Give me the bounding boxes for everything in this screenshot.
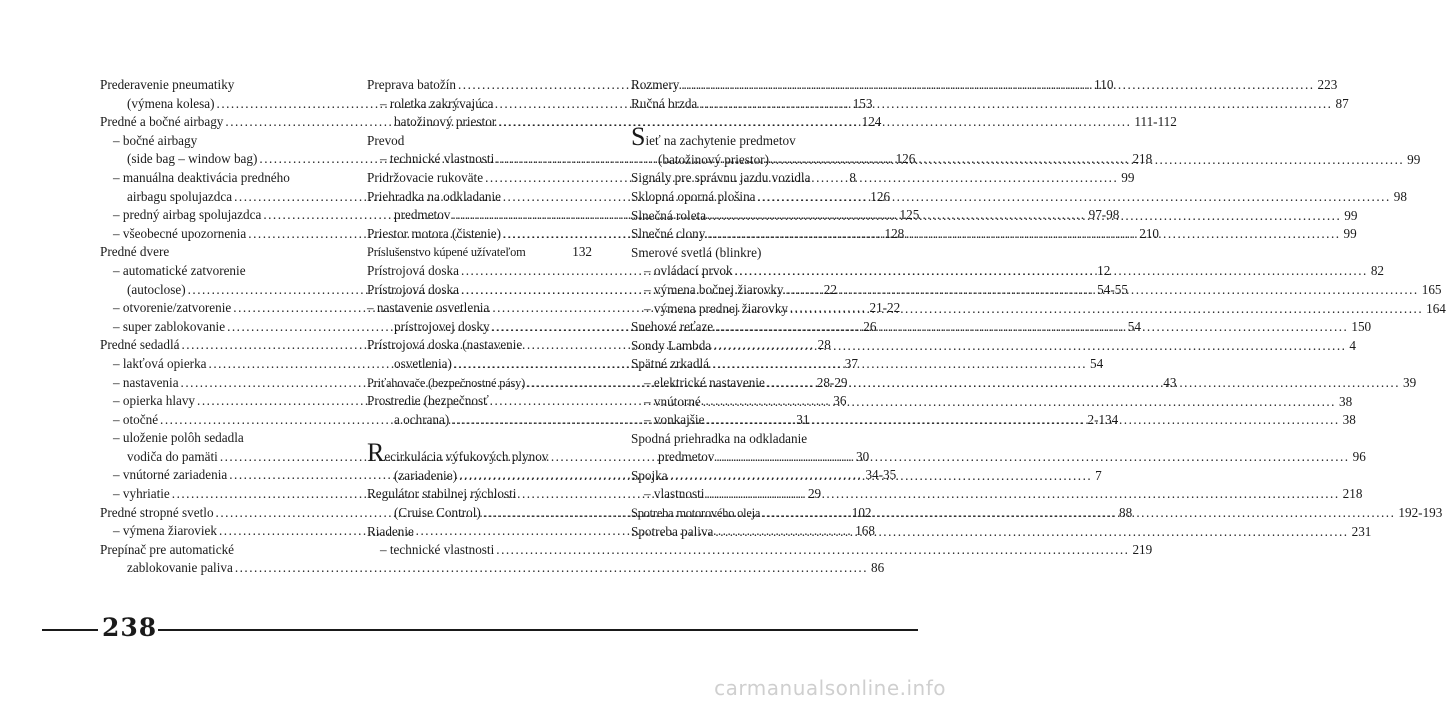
entry-text: Prostredie (bezpečnosť	[367, 393, 489, 409]
page-ref: 125	[899, 207, 920, 223]
entry-text: (Cruise Control)	[394, 505, 481, 521]
entry-text	[367, 438, 549, 468]
entry-text: Prístrojová doska (nastavenie	[367, 337, 523, 353]
index-entry	[367, 188, 592, 207]
page-ref: 82	[1370, 263, 1384, 279]
entry-text: Prístrojová doska	[367, 281, 459, 297]
entry-text: – otočné	[113, 411, 159, 427]
dot-leader	[735, 262, 1368, 281]
dot-leader	[716, 448, 1349, 467]
entry-text: Priestor motora (čistenie)	[367, 225, 502, 241]
entry-text: Preprava batožín	[367, 77, 456, 92]
page-ref: 98	[1393, 188, 1407, 204]
page-ref: 37	[844, 355, 858, 371]
entry-text: – technické vlastnosti	[380, 542, 495, 558]
entry-text: Spojka	[631, 467, 668, 483]
index-entry	[367, 336, 592, 355]
entry-text: (výmena kolesa)	[127, 95, 215, 111]
entry-text: (batožinový priestor)	[658, 151, 769, 167]
page-ref: 54-55	[1097, 281, 1128, 297]
dot-leader	[758, 188, 1391, 207]
entry-text: – manuálna deaktivácia predného	[113, 169, 290, 185]
entry-text: Regulátor stabilnej rýchlosti	[367, 486, 517, 502]
index-entry	[631, 244, 856, 263]
dot-leader	[708, 207, 1341, 226]
page-ref: 111-112	[1134, 114, 1177, 130]
page-ref: 210	[1139, 225, 1160, 241]
page-ref: 88	[1119, 505, 1133, 521]
entry-text: Slnečné clony	[631, 226, 706, 242]
entry-text: Signály pre správnu jazdu vozidla	[631, 170, 811, 186]
entry-text: – predný airbag spolujazdca	[113, 207, 262, 223]
page-ref: 34-35	[865, 467, 897, 483]
page-ref: 38	[1338, 393, 1353, 409]
index-entry	[367, 243, 592, 262]
entry-text: – vonkajšie	[644, 412, 705, 428]
entry-text: Predné dvere	[100, 244, 170, 260]
section-heading-rest: ecirkulácia výfukových plynov	[384, 449, 549, 465]
entry-text: – nastavenia	[113, 374, 179, 390]
entry-text: Prístrojová doska	[367, 262, 459, 278]
entry-text: airbagu spolujazdca	[127, 188, 233, 204]
entry-text: zablokovanie paliva	[127, 560, 233, 576]
entry-text: – vlastnosti	[644, 486, 705, 502]
page-ref: 218	[1342, 486, 1363, 502]
page-ref: 126	[870, 188, 891, 204]
index-entry	[100, 559, 885, 578]
page-ref: 132	[572, 244, 592, 260]
dot-leader	[790, 300, 1423, 319]
entry-text: Slnečná roleta	[631, 207, 707, 223]
entry-text: batožinový priestor	[394, 114, 497, 130]
entry-text: (autoclose)	[127, 281, 186, 297]
entry-text: – vnútorné	[644, 393, 701, 409]
entry-text: – výmena bočnej žiarovky	[644, 281, 784, 297]
section-heading-entry	[631, 122, 856, 152]
entry-text: – technické vlastnosti	[380, 151, 495, 167]
index-entry	[100, 169, 327, 188]
entry-text: Spätné zrkadlá	[631, 356, 709, 372]
page-ref: 99	[1121, 169, 1135, 185]
entry-text: (zariadenie)	[394, 467, 457, 483]
page-ref: 99	[1343, 226, 1357, 242]
entry-text: – roletka zakrývajúca	[380, 95, 494, 111]
index-entry	[100, 132, 327, 151]
page-ref: 192-193	[1398, 505, 1443, 521]
page-ref: 4	[1349, 337, 1356, 353]
page-ref: 39	[1403, 374, 1417, 390]
index-entry	[631, 467, 856, 486]
page-ref: 168	[855, 523, 875, 539]
entry-text: – automatické zatvorenie	[113, 262, 246, 278]
dot-leader	[762, 504, 1395, 523]
index-entry	[631, 169, 856, 188]
dot-leader	[786, 281, 1419, 300]
index-entry	[367, 132, 592, 151]
entry-text: – bočné airbagy	[113, 132, 198, 148]
entry-text: – otvorenie/zatvorenie	[113, 300, 232, 316]
page-ref: 7	[1095, 467, 1102, 483]
index-entry	[367, 392, 592, 411]
entry-text: Snehové reťaze	[631, 319, 714, 335]
page-ref: 126	[895, 151, 916, 167]
dot-leader	[707, 225, 1340, 244]
page-ref: 28	[817, 337, 831, 353]
page-ref: 219	[1132, 542, 1153, 558]
page-ref: 165	[1421, 281, 1442, 297]
index-entry	[631, 337, 1356, 356]
index-entry	[367, 299, 592, 318]
dot-leader	[715, 523, 1348, 542]
entry-text: vodiča do pamäti	[127, 448, 218, 464]
dot-leader	[681, 76, 1314, 95]
entry-text: Prepínač pre automatické	[100, 541, 235, 557]
page-ref: 153	[852, 95, 873, 111]
dot-leader	[706, 411, 1339, 430]
page-ref: 29	[807, 486, 822, 502]
entry-text: Predné a bočné airbagy	[100, 114, 224, 130]
page-ref: 150	[1351, 319, 1372, 335]
page-ref: 36	[833, 393, 847, 409]
entry-text: – uloženie polôh sedadla	[113, 430, 244, 446]
entry-text: Priehradka na odkladanie	[367, 188, 502, 204]
page-ref: 31	[796, 411, 810, 427]
page-ref: 164	[1426, 300, 1446, 316]
entry-text: prístrojovej dosky	[394, 318, 490, 334]
entry-text: a ochrana)	[394, 411, 450, 427]
page-ref: 30	[856, 448, 870, 464]
entry-text	[631, 122, 796, 152]
dot-leader	[713, 337, 1346, 356]
entry-text: – vyhriatie	[113, 486, 170, 502]
index-entry	[367, 541, 1153, 560]
dot-leader	[706, 485, 1339, 504]
page-ref: 99	[1344, 207, 1358, 223]
index-entry	[631, 355, 856, 374]
footer-rule-left	[42, 629, 98, 631]
page-ref: 12	[1097, 262, 1111, 278]
page-ref: 28-29	[816, 374, 848, 390]
page-ref: 86	[871, 560, 885, 576]
index-entry	[631, 430, 856, 449]
entry-text: Sondy Lambda	[631, 337, 712, 353]
dot-leader	[496, 541, 1129, 560]
dot-leader	[771, 151, 1404, 170]
index-entry	[100, 429, 327, 448]
entry-text: Rozmery	[631, 77, 680, 92]
page-ref: 231	[1351, 523, 1372, 539]
entry-text: (side bag – window bag)	[127, 151, 258, 167]
page-ref: 110	[1094, 77, 1114, 92]
entry-text: Riadenie	[367, 523, 414, 539]
entry-text: – lakťová opierka	[113, 355, 207, 371]
entry-text: Predné sedadlá	[100, 337, 180, 353]
footer-rule-right	[158, 629, 918, 631]
page-ref: 43	[1163, 374, 1177, 390]
index-entry	[367, 95, 592, 114]
page-ref: 87	[1335, 95, 1349, 111]
entry-text: – ovládací prvok	[644, 263, 733, 279]
entry-text: predmetov	[658, 449, 715, 465]
entry-text: Spodná priehradka na odkladanie	[631, 430, 808, 446]
watermark: carmanualsonline.info	[714, 676, 946, 700]
section-initial: R	[367, 438, 385, 468]
page-ref: 102	[851, 504, 872, 520]
entry-text: – všeobecné upozornenia	[113, 225, 247, 241]
index-entry	[367, 485, 592, 504]
entry-text: Predné stropné svetlo	[100, 504, 214, 520]
entry-text: Priťahovače (bezpečnostné pásy)	[367, 375, 526, 390]
dot-leader	[235, 559, 868, 578]
entry-text: Pridržovacie rukoväte	[367, 169, 484, 185]
entry-text: predmetov	[394, 207, 451, 223]
section-heading-rest: ieť na zachytenie predmetov	[645, 133, 796, 149]
index-entry	[631, 485, 1363, 504]
dot-leader	[767, 374, 1400, 393]
entry-text: – super zablokovanie	[113, 318, 226, 334]
dot-leader	[703, 393, 1336, 412]
page-ref: 21-22	[869, 300, 901, 316]
page-ref: 218	[1132, 151, 1153, 167]
page-ref: 38	[1342, 412, 1356, 428]
entry-text: Sklopná oporná plošina	[631, 188, 756, 204]
page-ref: 97-98	[1088, 207, 1120, 223]
index-entry	[367, 523, 592, 542]
index-entry	[631, 393, 1353, 412]
page-ref: 99	[1407, 151, 1421, 167]
page-number: 238	[102, 613, 158, 642]
index-entry	[100, 262, 327, 281]
entry-text: Príslušenstvo kúpené užívateľom	[367, 245, 526, 260]
entry-text: Prevod	[367, 132, 405, 148]
page-ref: 54	[1127, 318, 1141, 334]
index-entry	[100, 541, 327, 560]
entry-text: Ručná brzda	[631, 95, 698, 111]
page-ref: 26	[863, 318, 877, 334]
entry-text: Spotreba motorového oleja	[631, 506, 761, 521]
dot-leader	[715, 318, 1348, 337]
entry-text: – opierka hlavy	[113, 393, 196, 409]
section-heading-entry	[367, 438, 592, 468]
page-ref: 128	[884, 225, 905, 241]
page-ref: 54	[1090, 355, 1104, 371]
section-initial: S	[631, 122, 646, 152]
entry-text: Smerové svetlá (blinkre)	[631, 244, 762, 260]
page-ref: 96	[1352, 449, 1366, 465]
page-ref: 8	[849, 170, 856, 186]
entry-text: – výmena prednej žiarovky	[644, 300, 788, 316]
index-entry	[100, 243, 327, 262]
entry-text: Prederavenie pneumatiky	[100, 77, 235, 92]
dot-leader	[699, 95, 1332, 114]
entry-text: Spotreba paliva	[631, 523, 714, 539]
entry-text: – výmena žiaroviek	[113, 523, 217, 539]
page-ref: 2-134	[1087, 411, 1119, 427]
entry-text: osvetlenia)	[394, 355, 452, 371]
entry-text: – nastavenie osvetlenia	[367, 300, 490, 316]
index-entry	[100, 76, 327, 95]
entry-text: – elektrické nastavenie	[644, 374, 765, 390]
entry-text: – vnútorné zariadenia	[113, 467, 228, 483]
page-ref: 124	[861, 114, 882, 130]
page-ref: 223	[1317, 77, 1338, 92]
page-ref: 22	[823, 281, 837, 297]
